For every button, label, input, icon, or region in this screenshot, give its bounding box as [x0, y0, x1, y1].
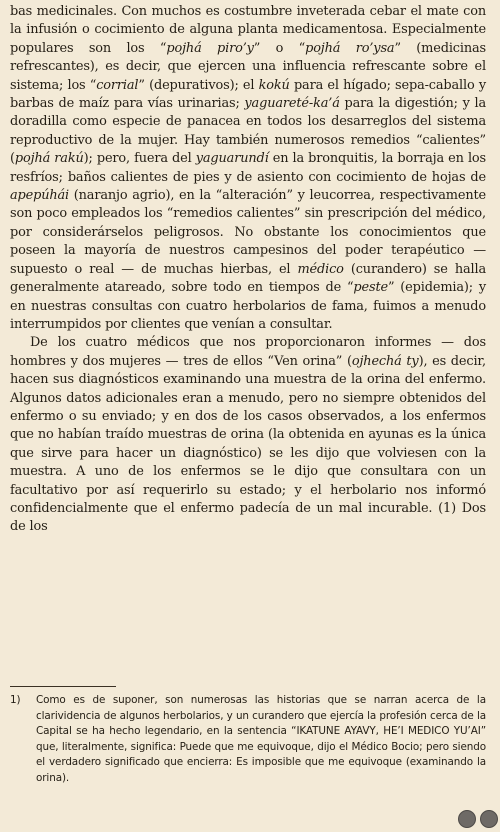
text-run: para la digestión; y la doradilla como especie de panacea en todos los desarreglos del sistema reproductivo de la mujer. Hay también numerosos remedios “calientes” (	[10, 96, 486, 167]
page-marker-icon	[458, 810, 476, 828]
text-run: ” (medicinas refrescantes), es decir, que ejercen una influencia refrescante sobre el sistema; los “	[10, 40, 486, 93]
text-run: ” o “	[253, 40, 306, 56]
text-run: bas medicinales. Con muchos es costumbre inveterada cebar el mate con la infusión o cocimiento de alguna planta medicamentosa. Especialmente populares son los “	[10, 4, 486, 56]
paragraph	[10, 334, 486, 536]
body-text	[10, 3, 486, 537]
text-run: en la bronquitis, la borraja en los resfríos; baños calientes de pies y de asiento con cocimiento de hojas de	[10, 151, 486, 185]
text-run: ” (epidemia); y en nuestras consultas con cuatro herbolarios de fama, fuimos a menudo interrumpidos por clientes que venían a consultar.	[10, 280, 486, 332]
footnote-text: Como es de suponer, son numerosas las historias que se narran acerca de la clarividencia de algunos herbolarios, y un curandero que ejercía la profesión cerca de la Capital se ha hecho legendario, en la sentencia “IKATUNE AYAVY, HE’I MEDICO YU’AI” que, literalmente, significa: Puede que me equivoque, dijo el Médico Bocio; pero siendo el verdadero significado que encierra: Es imposible que me equivoque (examinando la orina).	[36, 694, 486, 784]
italic-term: yaguareté-ka’á	[244, 96, 340, 112]
page-marker-icon	[480, 810, 498, 828]
text-run: para el hígado; sepa-caballo y barbas de maíz para vías urinarias;	[10, 77, 486, 112]
italic-term: peste	[353, 280, 388, 296]
italic-term: ojhechá ty	[351, 353, 419, 369]
italic-term: pojhá ro’ysa	[305, 40, 395, 56]
paragraph	[10, 3, 486, 334]
italic-term: pojhá piro’y	[166, 40, 254, 56]
footnote-number: 1)	[10, 694, 21, 706]
footnote-divider	[10, 686, 116, 687]
footnote	[10, 693, 486, 787]
italic-term: pojhá rakú	[14, 151, 84, 167]
text-run: ), es decir, hacen sus diagnósticos examinando una muestra de la orina del enfermo. Algunos datos adicionales eran a menudo, pero no siempre obtenidos del enfermo o su enviado; y en dos de los casos observados, a los enfermos que no habían traído muestras de orina (la obtenida en ayunas es la única que sirve para hacer un diagnóstico) se les dijo que volviesen con la muestra. A uno de los enfermos se le dijo que consultara con un facultativo por así requerirlo su estado; y el herbolario nos informó confidencialmente que el enfermo padecía de un mal incurable. (1) Dos de los	[10, 353, 486, 535]
text-run: De los cuatro médicos que nos proporcionaron informes — dos hombres y dos mujeres — tres de ellos “Ven orina” (	[10, 335, 486, 369]
text-run: ” (depurativos); el	[138, 77, 259, 93]
italic-term: yaguarundí	[195, 151, 269, 167]
italic-term: apepúhái	[10, 188, 70, 204]
text-run: ); pero, fuera del	[83, 151, 196, 167]
text-run: (naranjo agrio), en la “alteración” y leucorrea, respectivamente son poco empleados los “remedios calientes” sin prescripción del médico, por considerárselos peligrosos. No obstante los conocimientos que poseen la mayoría de nuestros campesinos del poder terapéutico — supuesto o real — de muchas hierbas, el	[10, 188, 486, 277]
italic-term: corrial	[96, 77, 139, 93]
italic-term: médico	[297, 261, 344, 277]
text-run: (curandero) se halla generalmente atareado, sobre todo en tiempos de “	[10, 261, 486, 296]
italic-term: kokú	[258, 77, 290, 93]
